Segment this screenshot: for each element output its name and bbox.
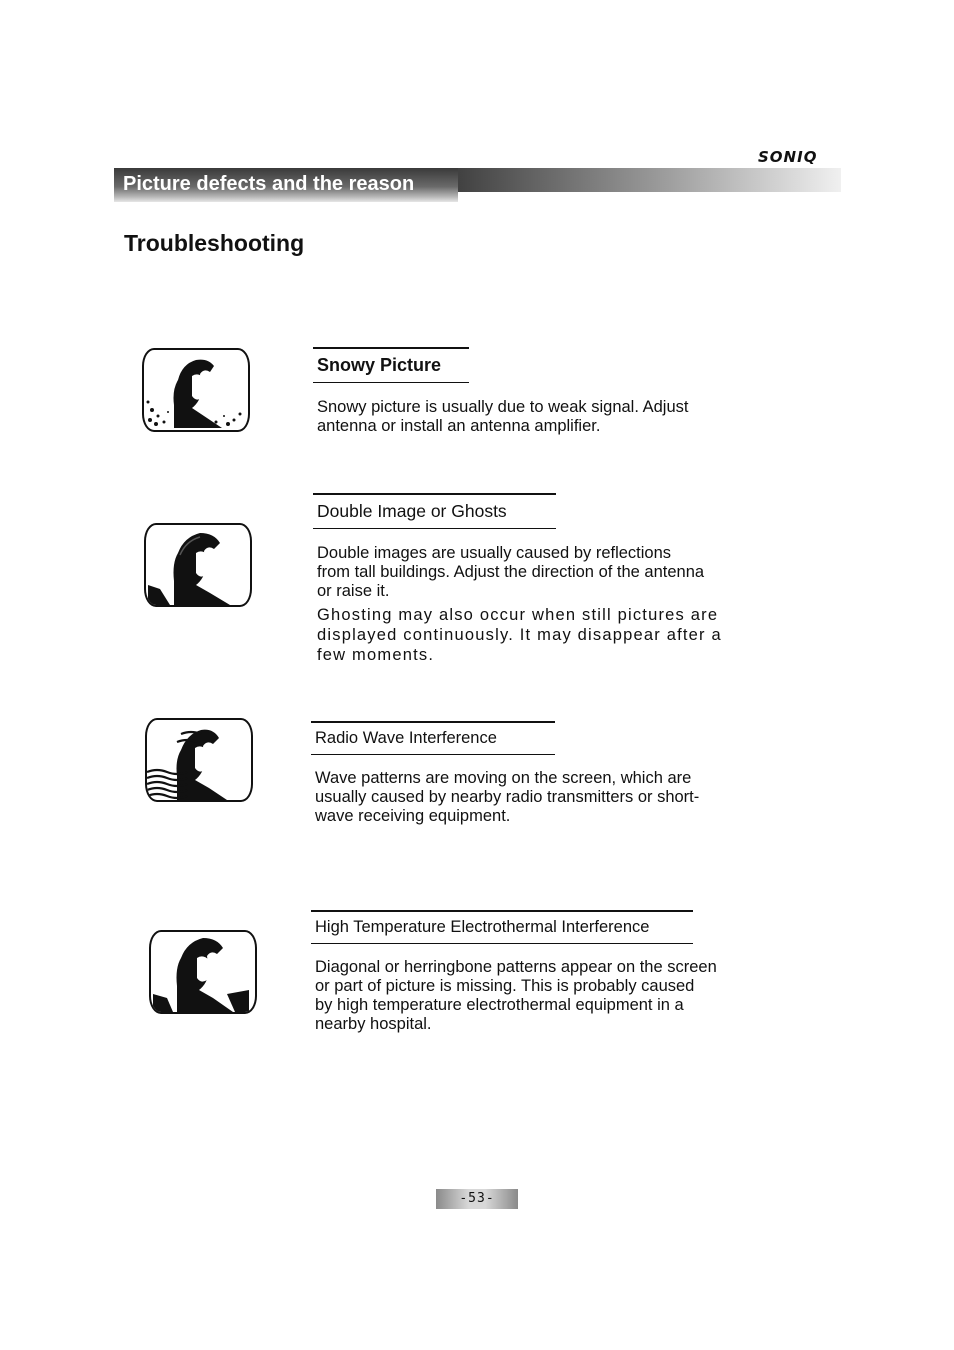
section-header (114, 168, 458, 202)
item-title-snowy-picture: Snowy Picture (313, 347, 469, 383)
tv-electrothermal-interference-icon (149, 930, 257, 1014)
tv-snowy-picture-icon (142, 348, 250, 432)
item-title-electrothermal: High Temperature Electrothermal Interference (311, 910, 693, 944)
tv-wave-interference-icon (145, 718, 253, 802)
item-desc-radio-wave: Wave patterns are moving on the screen, which are usually caused by nearby radio transmitters or short- wave receiving equipment. (315, 769, 700, 825)
page-number: -53- (436, 1189, 518, 1209)
item-desc-ghosting: Ghosting may also occur when still pictures are displayed continuously. It may disappear after a few moments. (317, 606, 722, 664)
item-title-radio-wave: Radio Wave Interference (311, 721, 555, 755)
brand-logo: SONIQ (758, 148, 818, 166)
item-desc-double-image: Double images are usually caused by reflections from tall buildings. Adjust the direction of the antenna or raise it. (317, 544, 705, 600)
item-desc-electrothermal: Diagonal or herringbone patterns appear on the screen or part of picture is missing. This is probably caused by high temperature electrothermal equipment in a nearby hospital. (315, 958, 717, 1033)
section-title: Picture defects and the reason (123, 173, 415, 195)
page-title: Troubleshooting (124, 230, 305, 256)
item-title-double-image: Double Image or Ghosts (313, 493, 556, 529)
item-desc-snowy-picture: Snowy picture is usually due to weak signal. Adjust antenna or install an antenna amplifier. (317, 398, 689, 435)
tv-ghost-image-icon (144, 523, 252, 607)
